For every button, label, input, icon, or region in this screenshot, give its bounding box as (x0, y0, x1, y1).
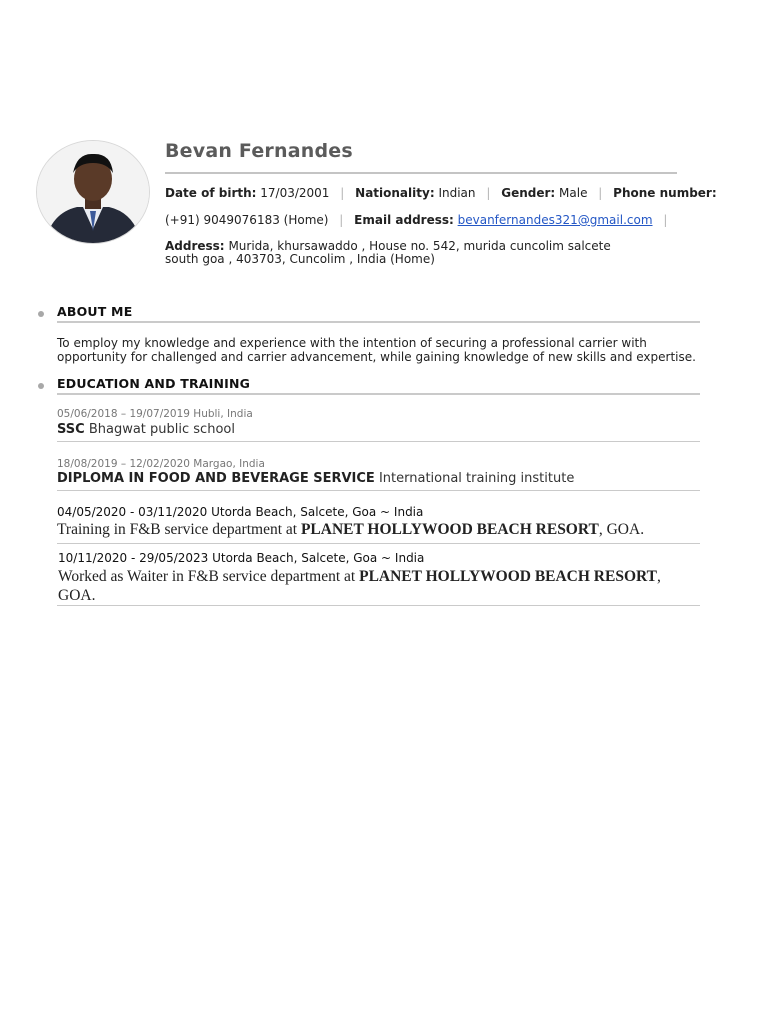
experience-date: 10/11/2020 - 29/05/2023 Utorda Beach, Salcete, Goa ~ India (58, 551, 425, 565)
education-entry (57, 471, 574, 486)
experience-date: 04/05/2020 - 03/11/2020 Utorda Beach, Salcete, Goa ~ India (57, 505, 424, 519)
entry-divider (57, 441, 700, 442)
experience-text: Worked as Waiter in F&B service department at (58, 568, 356, 585)
entry-divider (57, 605, 700, 606)
experience-text-end: , GOA. (598, 521, 645, 538)
separator: | (663, 213, 668, 227)
dob-label: Date of birth: (165, 186, 257, 200)
institution: International training institute (378, 471, 575, 486)
separator: | (598, 186, 603, 200)
profile-photo (36, 140, 150, 244)
about-text: To employ my knowledge and experience with the intention of securing a professional carrier with opportunity for challenged and carrier advancement, while gaining knowledge of new skills and expertise. (57, 336, 696, 364)
entry-divider (57, 490, 700, 491)
about-divider (57, 321, 700, 323)
separator: | (486, 186, 491, 200)
section-bullet (38, 311, 44, 317)
address-label: Address: (165, 239, 225, 253)
personal-info-line-2 (165, 213, 674, 227)
gender-label: Gender: (501, 186, 556, 200)
separator: | (339, 213, 344, 227)
experience-text: Training in F&B service department at (57, 521, 298, 538)
nationality-label: Nationality: (355, 186, 435, 200)
qualification: SSC (57, 422, 85, 437)
experience-description (58, 568, 661, 586)
address-line-2: south goa , 403703, Cuncolim , India (Home) (165, 252, 435, 266)
education-section-title: EDUCATION AND TRAINING (57, 376, 251, 391)
experience-text-line-2: GOA. (58, 587, 96, 604)
experience-description (57, 521, 644, 539)
education-entry (57, 422, 235, 437)
address-line-1: Murida, khursawaddo , House no. 542, murida cuncolim salcete (228, 239, 611, 253)
phone-label: Phone number: (613, 186, 717, 200)
qualification: DIPLOMA IN FOOD AND BEVERAGE SERVICE (57, 471, 375, 486)
personal-info-line-1 (165, 186, 717, 200)
entry-divider (57, 543, 700, 544)
education-divider (57, 393, 700, 395)
employer-name: PLANET HOLLYWOOD BEACH RESORT (300, 521, 599, 538)
candidate-name: Bevan Fernandes (165, 140, 353, 162)
employer-name: PLANET HOLLYWOOD BEACH RESORT (359, 568, 658, 585)
institution: Bhagwat public school (88, 422, 235, 437)
separator: | (340, 186, 345, 200)
address-block (165, 240, 645, 266)
phone-value: (+91) 9049076183 (Home) (165, 213, 329, 227)
nationality-value: Indian (438, 186, 476, 200)
experience-text-end: , (657, 568, 661, 585)
section-bullet (38, 383, 44, 389)
person-avatar-icon (37, 141, 149, 243)
email-label: Email address: (354, 213, 454, 227)
education-date: 05/06/2018 – 19/07/2019 Hubli, India (57, 408, 253, 420)
name-divider (165, 172, 677, 174)
education-date: 18/08/2019 – 12/02/2020 Margao, India (57, 458, 265, 470)
gender-value: Male (559, 186, 588, 200)
about-section-title: ABOUT ME (57, 304, 133, 319)
dob-value: 17/03/2001 (260, 186, 330, 200)
email-link[interactable]: bevanfernandes321@gmail.com (457, 213, 653, 227)
